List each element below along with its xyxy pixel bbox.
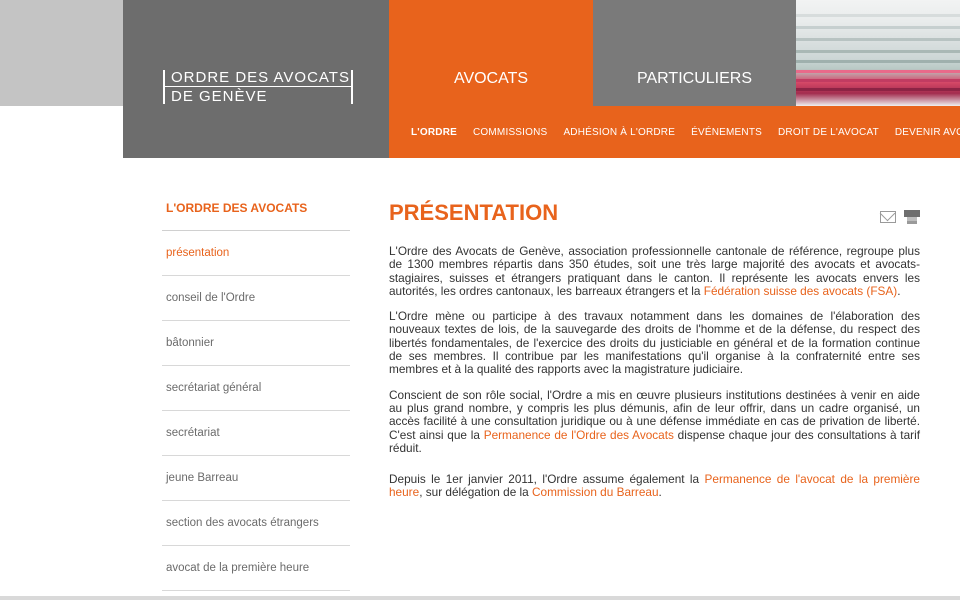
main-content [389, 195, 920, 512]
logo-block[interactable] [123, 0, 389, 158]
sidebar [162, 195, 350, 591]
subnav-devenir-avocat[interactable]: DEVENIR AVOC [894, 126, 972, 138]
subnav-commissions[interactable]: COMMISSIONS [473, 126, 548, 138]
subnav-evenements[interactable]: ÉVÉNEMENTS [691, 126, 762, 138]
header-left-block [0, 0, 123, 106]
sidebar-item-presentation[interactable]: présentation [162, 231, 350, 276]
paragraph-4-mid: , sur délégation de la [419, 485, 532, 500]
sidebar-item-batonnier[interactable]: bâtonnier [162, 321, 350, 366]
subnav-ordre[interactable]: L'ORDRE [411, 126, 457, 138]
logo-divider [165, 86, 351, 87]
print-icon[interactable] [904, 205, 920, 221]
link-permanence-ordre[interactable]: Permanence de l'Ordre des Avocats [483, 427, 674, 442]
bottom-scroll-edge [0, 596, 960, 600]
sidebar-item-secretariat[interactable]: secrétariat [162, 411, 350, 456]
main-nav [389, 0, 972, 158]
paragraph-2: L'Ordre mène ou participe à des travaux notamment dans les domaines de l'élaboration des nouveaux textes de lois, de la sauvegarde des droits de l'homme et de la défense, du respect des libertés fondamentales, de l'exercice des droits du justiciable en général et de la formation continue de ses membres. Il contribue par les manifestations qu'il organise à la confraternité entre ses membres et à la qualité des rapports avec la magistrature judiciaire. [389, 309, 920, 377]
header-photo [796, 0, 960, 106]
tab-particuliers[interactable]: PARTICULIERS [593, 0, 796, 106]
page-tools [880, 205, 920, 223]
page-title: PRÉSENTATION [389, 200, 559, 225]
paragraph-3-text: Conscient de son rôle social, l'Ordre a mis en œuvre plusieurs institutions destinées à venir en aide au plus grand nombre, y compris les plus démunis, afin de leur offrir, dans un cadre organisé, un accès facilité à une consultation juridique ou à une défense immédiate en cas de privation de liberté. C'est ainsi que la [389, 387, 920, 442]
logo-line-2: DE GENÈVE [171, 88, 268, 105]
sub-navigation [389, 118, 972, 146]
paragraph-1 [389, 245, 920, 298]
subnav-droit-avocat[interactable]: DROIT DE L'AVOCAT [778, 126, 879, 138]
sidebar-title: L'ORDRE DES AVOCATS [162, 195, 350, 231]
logo[interactable] [163, 70, 353, 104]
paragraph-3 [389, 389, 920, 455]
paragraph-3-end: dispense chaque jour des consultations à tarif réduit. [389, 427, 920, 455]
sidebar-item-jeune-barreau[interactable]: jeune Barreau [162, 456, 350, 501]
link-fsa[interactable]: Fédération suisse des avocats (FSA) [703, 283, 898, 298]
link-commission-barreau[interactable]: Commission du Barreau [532, 485, 659, 500]
paragraph-4-end: . [658, 485, 662, 500]
sidebar-item-conseil[interactable]: conseil de l'Ordre [162, 276, 350, 321]
paragraph-4-text: Depuis le 1er janvier 2011, l'Ordre assume également la [389, 472, 705, 487]
link-permanence-premiere-heure[interactable]: Permanence de l'avocat de la première heure [389, 472, 920, 500]
sidebar-item-premiere-heure[interactable]: avocat de la première heure [162, 546, 350, 591]
tab-avocats[interactable]: AVOCATS [453, 70, 529, 87]
sidebar-item-avocats-etrangers[interactable]: section des avocats étrangers [162, 501, 350, 546]
logo-line-1: ORDRE DES AVOCATS [171, 69, 350, 86]
subnav-adhesion[interactable]: ADHÉSION À L'ORDRE [563, 126, 676, 138]
sidebar-item-secretariat-general[interactable]: secrétariat général [162, 366, 350, 411]
paragraph-1-text: L'Ordre des Avocats de Genève, association professionnelle cantonale de référence, regroupe plus de 1300 membres répartis dans 350 études, soit une très large majorité des avocats et avocats-stagiaires, suisses et étrangers pratiquant dans le canton. Il représente les avocats envers les autorités, les ordres cantonaux, les barreaux étrangers et la [389, 244, 920, 298]
paragraph-1-end: . [897, 283, 901, 298]
paragraph-4 [389, 473, 920, 500]
mail-icon[interactable] [880, 211, 896, 223]
